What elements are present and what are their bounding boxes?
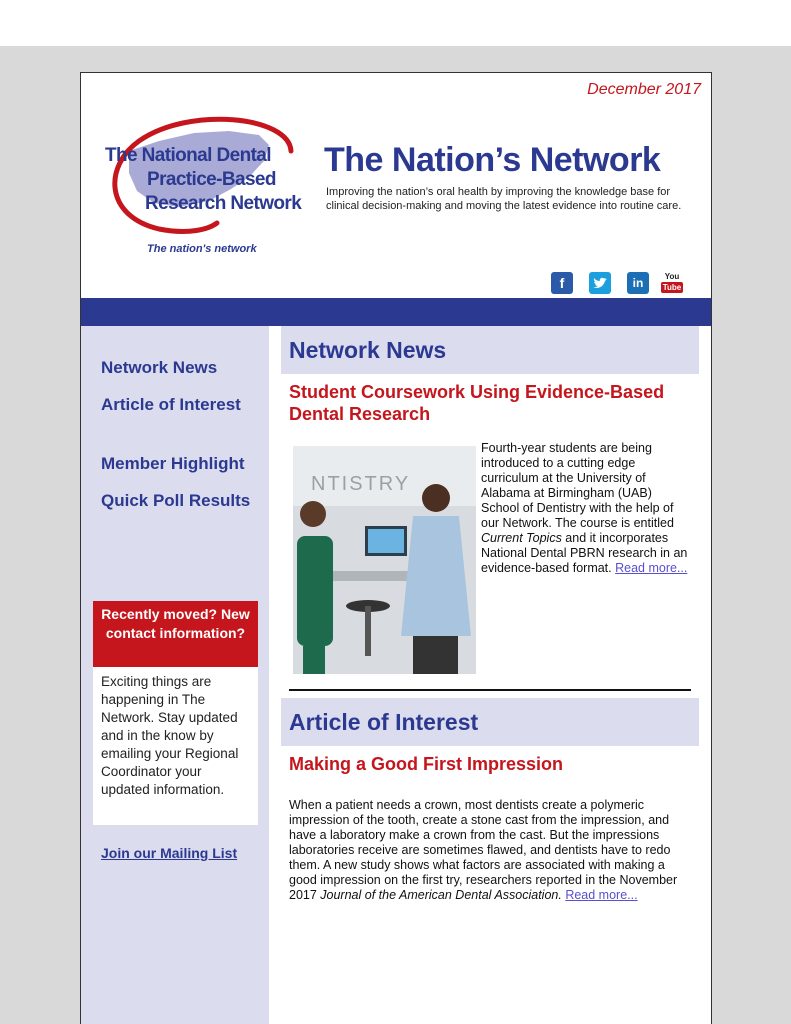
network-news-article-title[interactable]: Student Coursework Using Evidence-Based Dental Research [289,382,665,424]
logo-tagline: The nation's network [147,243,257,255]
sidebar-item-quick-poll[interactable]: Quick Poll Results [101,491,251,510]
network-news-read-more-link[interactable]: Read more... [615,561,688,575]
photo-illustration [293,446,476,674]
logo-line-1: The National Dental [105,145,271,166]
masthead-tagline: Improving the nation’s oral health by improving the knowledge base for clinical decision-making and moving the latest evidence into routine care. [326,186,682,212]
facebook-icon[interactable]: f [551,272,573,294]
masthead-title: The Nation’s Network [324,141,661,179]
header-bar [81,298,712,326]
logo[interactable] [99,111,302,261]
sidebar-item-article-of-interest[interactable]: Article of Interest [101,395,241,414]
network-news-body [481,441,691,576]
issue-date: December 2017 [587,81,701,98]
moved-callout-body: Exciting things are happening in The Network. Stay updated and in the know by emailing your Regional Coordinator your updated information. [93,667,258,825]
article-of-interest-heading: Article of Interest [281,698,699,746]
article-of-interest-body-1: When a patient needs a crown, most dentists create a polymeric impression of the tooth, create a stone cast from the impression, and have a laboratory make a crown from the cast. But the impressions laboratories receive are sometimes flawed, and dentists have to redo them. A new study shows what factors are associated with making a good impression on the first try, researchers reported in the November 2017 [289,798,678,902]
article-of-interest-read-more-link[interactable]: Read more... [565,888,638,902]
logo-line-2: Practice-Based [147,169,276,190]
article-of-interest-body [289,798,691,903]
twitter-icon[interactable] [589,272,611,294]
newsletter-page [80,72,712,1024]
sidebar-item-network-news[interactable]: Network News [101,358,218,377]
join-mailing-list-link[interactable]: Join our Mailing List [101,845,238,861]
sidebar [81,326,269,1024]
youtube-label-bottom: Tube [662,283,682,292]
article-of-interest-body-italic: Journal of the American Dental Association. [320,888,562,902]
network-news-body-2: and it incorporates National Dental PBRN research in an evidence-based format. [481,531,688,575]
youtube-icon[interactable] [661,272,683,294]
article-of-interest-title[interactable]: Making a Good First Impression [289,754,564,774]
youtube-label-top: You [664,272,680,281]
network-news-heading: Network News [281,326,699,374]
students-photo [293,446,476,674]
network-news-body-1: Fourth-year students are being introduced to a cutting edge curriculum at the University of Alabama at Birmingham (UAB) School of Dentistry with the help of our Network. The course is entitled [481,441,674,530]
moved-callout-title: Recently moved? New contact information? [93,601,258,667]
logo-line-3: Research Network [145,193,302,214]
photo-sign-text: NTISTRY [311,473,411,495]
network-news-body-italic: Current Topics [481,531,562,545]
linkedin-icon[interactable]: in [627,272,649,294]
twitter-bird-glyph [589,272,611,294]
section-divider [289,689,691,691]
sidebar-item-member-highlight[interactable]: Member Highlight [101,454,245,473]
